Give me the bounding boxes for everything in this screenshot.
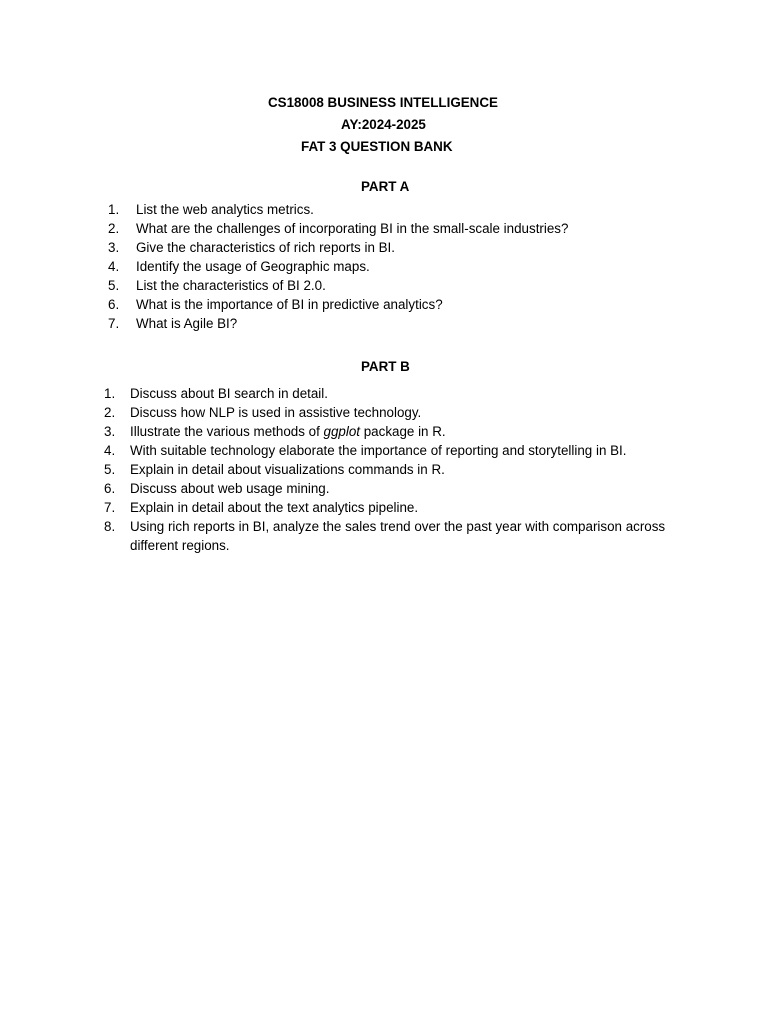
question-text: What is Agile BI? xyxy=(136,316,238,331)
part-b-question-4 xyxy=(104,441,704,460)
question-number: 1. xyxy=(104,386,116,401)
question-text: Discuss about web usage mining. xyxy=(130,481,330,496)
question-text: With suitable technology elaborate the importance of reporting and storytelling in BI. xyxy=(130,443,627,458)
question-text-part: package in R. xyxy=(360,424,446,439)
part-b-question-2 xyxy=(104,403,704,422)
question-text: List the web analytics metrics. xyxy=(136,202,314,217)
package-name-italic: ggplot xyxy=(323,424,361,439)
question-text xyxy=(130,422,446,441)
question-number: 3. xyxy=(104,424,116,439)
question-number: 5. xyxy=(104,462,116,477)
question-text-part: Illustrate the various methods of xyxy=(130,424,324,439)
course-title: CS18008 BUSINESS INTELLIGENCE xyxy=(268,95,498,110)
question-number: 7. xyxy=(104,500,116,515)
question-text: Discuss how NLP is used in assistive technology. xyxy=(130,405,422,420)
question-bank-title: FAT 3 QUESTION BANK xyxy=(301,139,453,154)
question-text: What is the importance of BI in predictive analytics? xyxy=(136,297,443,312)
question-number: 2. xyxy=(104,405,116,420)
question-number: 4. xyxy=(108,259,120,274)
part-b-question-5 xyxy=(104,460,704,479)
question-number: 3. xyxy=(108,240,120,255)
question-text: Explain in detail about the text analytics pipeline. xyxy=(130,500,419,515)
question-text: Using rich reports in BI, analyze the sales trend over the past year with comparison across different regions. xyxy=(130,519,666,553)
question-text: Discuss about BI search in detail. xyxy=(130,386,328,401)
question-text: Explain in detail about visualizations commands in R. xyxy=(130,462,445,477)
question-number: 8. xyxy=(104,519,116,534)
question-number: 4. xyxy=(104,443,116,458)
academic-year: AY:2024-2025 xyxy=(341,117,426,132)
part-b-question-list xyxy=(104,384,704,555)
question-text: What are the challenges of incorporating BI in the small-scale industries? xyxy=(136,221,569,236)
question-text: Identify the usage of Geographic maps. xyxy=(136,259,370,274)
question-number: 6. xyxy=(104,481,116,496)
part-b-question-6 xyxy=(104,479,704,498)
part-b-question-3 xyxy=(104,422,704,441)
question-number: 1. xyxy=(108,202,120,217)
question-number: 6. xyxy=(108,297,120,312)
question-number: 2. xyxy=(108,221,120,236)
part-b-heading: PART B xyxy=(361,359,410,374)
part-b-question-1 xyxy=(104,384,704,403)
part-b-question-7 xyxy=(104,498,704,517)
question-text: List the characteristics of BI 2.0. xyxy=(136,278,326,293)
part-b-question-8 xyxy=(104,517,704,555)
question-number: 5. xyxy=(108,278,120,293)
question-number: 7. xyxy=(108,316,120,331)
question-text: Give the characteristics of rich reports in BI. xyxy=(136,240,395,255)
part-a-heading: PART A xyxy=(361,179,410,194)
